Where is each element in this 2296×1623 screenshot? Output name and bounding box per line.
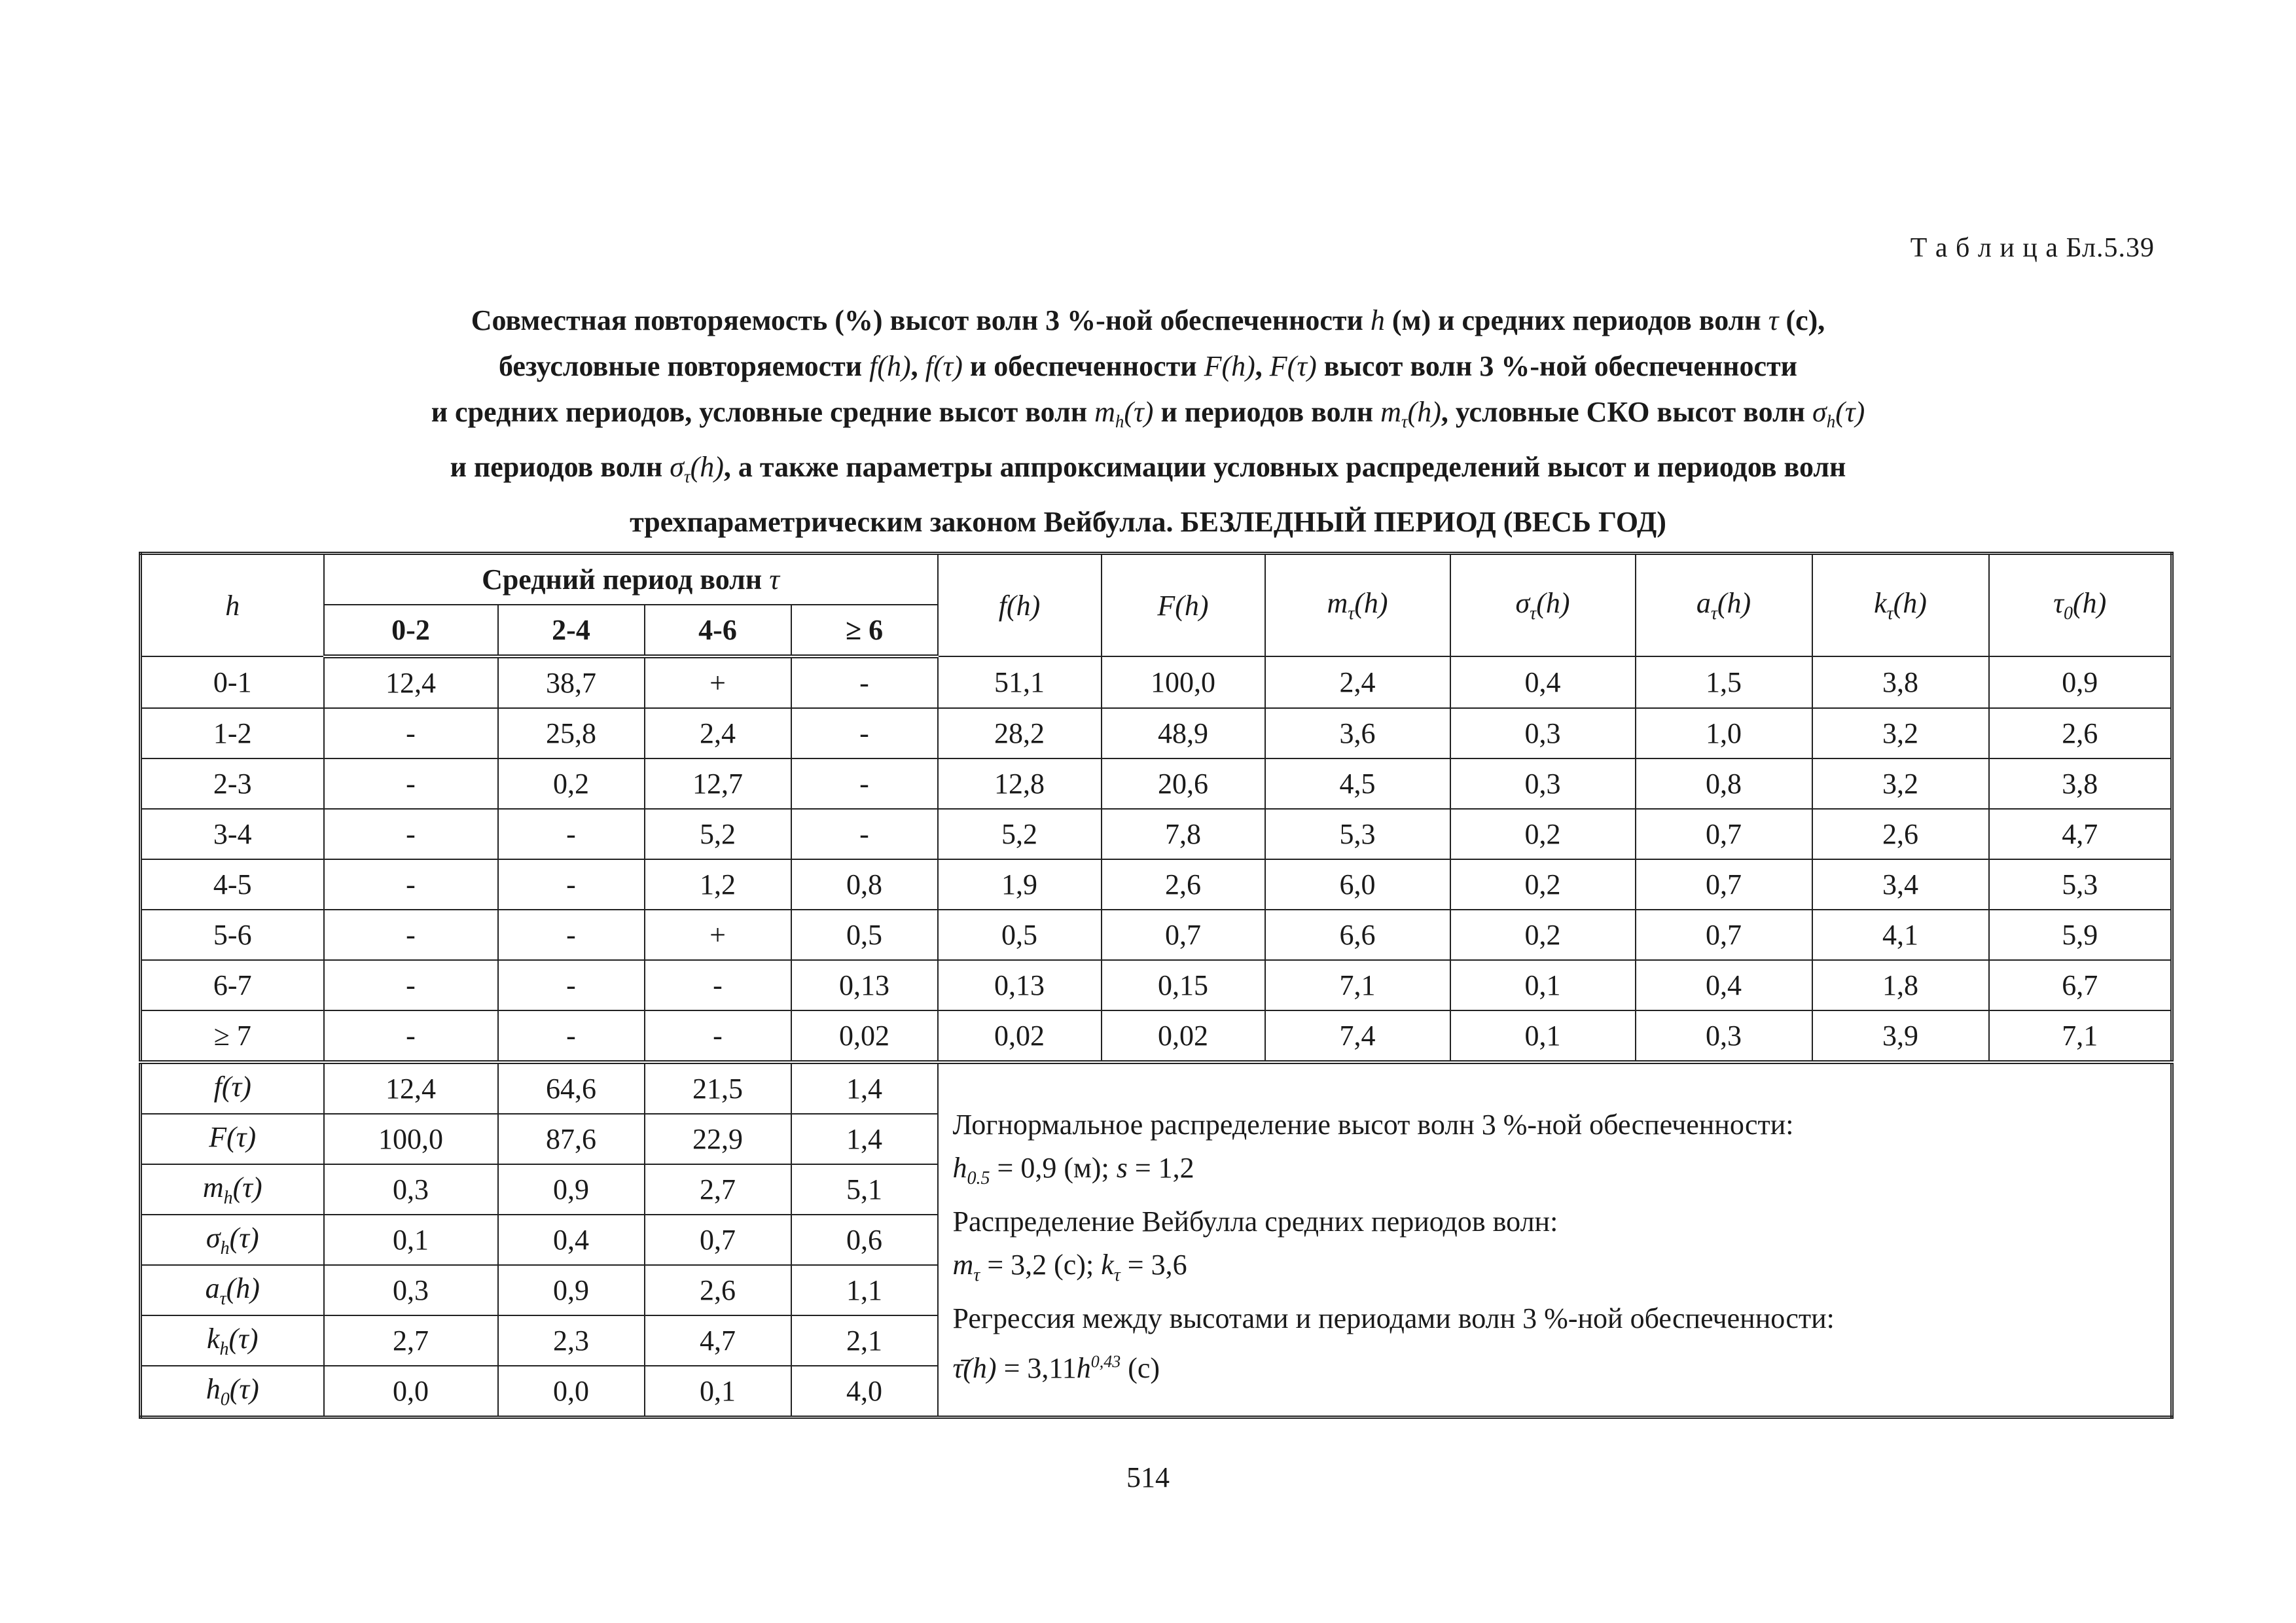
summary-cell: 5,1 <box>791 1164 938 1215</box>
header-symbol: F(h) <box>1157 589 1209 622</box>
table-cell: 0,8 <box>791 859 938 910</box>
table-cell: - <box>791 656 938 708</box>
note-line: Распределение Вейбулла средних периодов волн: <box>952 1205 1558 1238</box>
table-cell: 1,5 <box>1636 656 1812 708</box>
table-row <box>141 910 2172 960</box>
table-title <box>141 298 2155 545</box>
table-row <box>141 960 2172 1010</box>
row-header-cell: 4-5 <box>141 859 324 910</box>
summary-cell: 1,1 <box>791 1265 938 1315</box>
table-cell: 0,3 <box>1636 1010 1812 1062</box>
note-text: (с) <box>1121 1352 1160 1384</box>
title-subscript: h <box>1115 412 1124 431</box>
summary-cell: 0,0 <box>498 1366 645 1418</box>
table-cell: - <box>324 758 498 809</box>
summary-subscript: 0 <box>220 1389 230 1410</box>
data-table <box>139 552 2174 1419</box>
header-symbol: m <box>1327 587 1348 619</box>
title-text: , условные СКО высот волн <box>1441 396 1813 428</box>
header-symbol: σ <box>1515 587 1530 619</box>
note-text: = 3,6 <box>1120 1249 1187 1281</box>
summary-symbol: a <box>205 1272 220 1304</box>
header-symbol: a <box>1696 587 1711 619</box>
title-symbol: F(h) <box>1204 350 1255 382</box>
summary-cell: 21,5 <box>645 1062 791 1114</box>
table-cell: 0,8 <box>1636 758 1812 809</box>
header-arg: (h) <box>2072 587 2107 619</box>
header-h: h <box>141 554 324 657</box>
header-tau-symbol: τ <box>769 563 780 596</box>
table-cell: 0,5 <box>791 910 938 960</box>
note-symbol: (h) <box>963 1352 997 1384</box>
table-cell: 2,4 <box>645 708 791 758</box>
table-cell: 4,1 <box>1812 910 1989 960</box>
summary-cell: 1,4 <box>791 1062 938 1114</box>
summary-cell: 2,6 <box>645 1265 791 1315</box>
table-cell: 1,0 <box>1636 708 1812 758</box>
header-right-col <box>1812 554 1989 657</box>
table-cell: 12,7 <box>645 758 791 809</box>
table-bottom-body <box>141 1062 2172 1418</box>
header-symbol: f(h) <box>998 589 1041 622</box>
summary-symbol: F <box>209 1120 227 1153</box>
table-cell: 5,9 <box>1989 910 2172 960</box>
table-body <box>141 656 2172 1062</box>
header-subscript: τ <box>1886 603 1893 624</box>
row-header-cell: ≥ 7 <box>141 1010 324 1062</box>
table-label: Т а б л и ц а Бл.5.39 <box>1910 233 2155 263</box>
title-text: (с), <box>1778 304 1825 336</box>
summary-cell: 0,1 <box>645 1366 791 1418</box>
title-text: и периодов волн <box>450 451 670 483</box>
table-cell: 7,1 <box>1989 1010 2172 1062</box>
table-cell: 1,8 <box>1812 960 1989 1010</box>
header-period-col: 4-6 <box>645 605 791 656</box>
title-symbol: f(h) <box>869 350 911 382</box>
header-period-col: 2-4 <box>498 605 645 656</box>
table-cell: 3,2 <box>1812 758 1989 809</box>
summary-row-label <box>141 1315 324 1366</box>
title-subscript: τ <box>683 467 691 486</box>
table-cell: 2,6 <box>1102 859 1265 910</box>
note-line: Логнормальное распределение высот волн 3 %-ной обеспеченности: <box>952 1109 1794 1141</box>
table-cell: 51,1 <box>938 656 1102 708</box>
title-symbol: σ <box>1812 396 1827 428</box>
table-cell: 5,2 <box>938 809 1102 859</box>
summary-row-label <box>141 1366 324 1418</box>
table-cell: 2,6 <box>1812 809 1989 859</box>
table-cell: - <box>324 708 498 758</box>
table-cell: 3,2 <box>1812 708 1989 758</box>
table-cell: 12,8 <box>938 758 1102 809</box>
table-cell: - <box>324 809 498 859</box>
table-cell: 2,6 <box>1989 708 2172 758</box>
header-right-col <box>1989 554 2172 657</box>
summary-cell: 100,0 <box>324 1114 498 1164</box>
table-cell: 6,0 <box>1265 859 1450 910</box>
table-cell: 3,8 <box>1989 758 2172 809</box>
summary-row-label <box>141 1265 324 1315</box>
table-cell: 6,7 <box>1989 960 2172 1010</box>
summary-cell: 0,9 <box>498 1265 645 1315</box>
note-symbol: k <box>1101 1249 1114 1281</box>
table-cell: 1,2 <box>645 859 791 910</box>
summary-row-label <box>141 1215 324 1265</box>
summary-cell: 64,6 <box>498 1062 645 1114</box>
summary-arg: (τ) <box>226 1120 257 1153</box>
title-symbol: m <box>1094 396 1115 428</box>
note-symbol: m <box>952 1249 974 1281</box>
title-symbol: (h) <box>1407 396 1441 428</box>
summary-subscript: h <box>223 1187 233 1208</box>
summary-cell: 12,4 <box>324 1062 498 1114</box>
note-subscript: τ <box>1113 1265 1121 1285</box>
table-cell: 12,4 <box>324 656 498 708</box>
title-text: , а также параметры аппроксимации условных распределений высот и периодов волн <box>723 451 1846 483</box>
note-superscript: 0,43 <box>1090 1352 1121 1371</box>
header-right-col <box>1102 554 1265 657</box>
table-cell: 5,3 <box>1989 859 2172 910</box>
header-symbol: τ <box>2053 587 2064 619</box>
table-cell: 0,4 <box>1450 656 1636 708</box>
note-text: = 1,2 <box>1127 1152 1194 1184</box>
table-cell: - <box>498 1010 645 1062</box>
table-cell: - <box>645 1010 791 1062</box>
summary-cell: 4,7 <box>645 1315 791 1366</box>
summary-cell: 2,7 <box>645 1164 791 1215</box>
title-text: (м) и средних периодов волн <box>1384 304 1768 336</box>
title-subscript: h <box>1826 412 1836 431</box>
summary-cell: 2,3 <box>498 1315 645 1366</box>
table-cell: 4,5 <box>1265 758 1450 809</box>
title-symbol: τ <box>1768 304 1779 336</box>
header-subscript: τ <box>1530 603 1537 624</box>
table-cell: 38,7 <box>498 656 645 708</box>
header-period-col: 0-2 <box>324 605 498 656</box>
table-cell: 0,1 <box>1450 960 1636 1010</box>
table-cell: 20,6 <box>1102 758 1265 809</box>
note-formula <box>953 1340 2171 1390</box>
summary-cell: 0,6 <box>791 1215 938 1265</box>
header-symbol: k <box>1874 587 1887 619</box>
note-formula <box>953 1243 2171 1297</box>
summary-cell: 0,0 <box>324 1366 498 1418</box>
table-cell: 0,7 <box>1636 809 1812 859</box>
title-symbol: F(τ) <box>1269 350 1317 382</box>
table-cell: 1,9 <box>938 859 1102 910</box>
header-right-col <box>1636 554 1812 657</box>
table-row <box>141 809 2172 859</box>
row-header-cell: 6-7 <box>141 960 324 1010</box>
table-cell: 0,7 <box>1636 910 1812 960</box>
table-cell: 0,4 <box>1636 960 1812 1010</box>
table-cell: + <box>645 656 791 708</box>
summary-symbol: h <box>206 1372 221 1405</box>
table-row <box>141 758 2172 809</box>
header-right-col <box>938 554 1102 657</box>
table-cell: 0,02 <box>791 1010 938 1062</box>
header-right-col <box>1450 554 1636 657</box>
title-line-3 <box>141 389 2155 444</box>
note-symbol: h <box>1076 1352 1091 1384</box>
note-symbol: s <box>1116 1152 1128 1184</box>
header-period-group <box>324 554 938 605</box>
summary-cell: 22,9 <box>645 1114 791 1164</box>
row-header-cell: 3-4 <box>141 809 324 859</box>
table-cell: 0,15 <box>1102 960 1265 1010</box>
note-text: = 0,9 (м); <box>990 1152 1117 1184</box>
table-cell: 0,02 <box>938 1010 1102 1062</box>
header-subscript: 0 <box>2063 603 2073 624</box>
row-header-cell: 1-2 <box>141 708 324 758</box>
summary-symbol: k <box>206 1322 220 1355</box>
table-cell: 0,2 <box>1450 859 1636 910</box>
table-cell: 0,1 <box>1450 1010 1636 1062</box>
table-cell: 7,4 <box>1265 1010 1450 1062</box>
table-cell: 6,6 <box>1265 910 1450 960</box>
title-symbol: h <box>1370 304 1385 336</box>
summary-row-label <box>141 1164 324 1215</box>
title-line-4 <box>141 444 2155 499</box>
summary-subscript: h <box>220 1238 230 1258</box>
note-symbol: h <box>952 1152 967 1184</box>
notes-cell <box>938 1062 2172 1418</box>
note-text: = 3,2 (с); <box>980 1249 1102 1281</box>
summary-cell: 0,9 <box>498 1164 645 1215</box>
table-cell: 0,5 <box>938 910 1102 960</box>
table-cell: 0,13 <box>938 960 1102 1010</box>
table-cell: - <box>498 809 645 859</box>
title-text: , <box>910 350 925 382</box>
table-cell: - <box>324 910 498 960</box>
table-cell: 4,7 <box>1989 809 2172 859</box>
summary-cell: 87,6 <box>498 1114 645 1164</box>
title-text: высот волн 3 %-ной обеспеченности <box>1316 350 1798 382</box>
table-cell: 3,8 <box>1812 656 1989 708</box>
table-cell: - <box>498 960 645 1010</box>
summary-cell: 0,3 <box>324 1164 498 1215</box>
table-cell: 48,9 <box>1102 708 1265 758</box>
header-subscript: τ <box>1710 603 1717 624</box>
table-cell: 0,7 <box>1636 859 1812 910</box>
note-subscript: 0.5 <box>967 1168 990 1188</box>
table-cell: 0,13 <box>791 960 938 1010</box>
title-symbol: f(τ) <box>925 350 963 382</box>
table-cell: 0,3 <box>1450 708 1636 758</box>
summary-cell: 4,0 <box>791 1366 938 1418</box>
row-header-cell: 5-6 <box>141 910 324 960</box>
table-cell: 0,9 <box>1989 656 2172 708</box>
title-symbol: (τ) <box>1835 396 1865 428</box>
table-cell: 100,0 <box>1102 656 1265 708</box>
summary-cell: 1,4 <box>791 1114 938 1164</box>
table-cell: 0,3 <box>1450 758 1636 809</box>
table-cell: - <box>324 960 498 1010</box>
title-text: и периодов волн <box>1153 396 1381 428</box>
summary-subscript: τ <box>219 1288 226 1309</box>
table-cell: - <box>498 910 645 960</box>
table-cell: - <box>791 809 938 859</box>
header-arg: (h) <box>1717 587 1751 619</box>
summary-cell: 2,7 <box>324 1315 498 1366</box>
header-arg: (h) <box>1536 587 1570 619</box>
note-subscript: τ <box>973 1265 980 1285</box>
table-cell: - <box>324 859 498 910</box>
data-table-wrapper <box>139 552 2170 1419</box>
table-cell: 0,7 <box>1102 910 1265 960</box>
title-line-5: трехпараметрическим законом Вейбулла. БЕЗЛЕДНЫЙ ПЕРИОД (ВЕСЬ ГОД) <box>630 506 1666 538</box>
table-cell: 5,2 <box>645 809 791 859</box>
page-number: 514 <box>1126 1461 1170 1493</box>
summary-cell: 0,7 <box>645 1215 791 1265</box>
row-header-cell: 0-1 <box>141 656 324 708</box>
title-line-2 <box>141 344 2155 389</box>
header-row-1 <box>141 554 2172 605</box>
table-cell: 3,4 <box>1812 859 1989 910</box>
header-period-label: Средний период волн <box>482 563 770 596</box>
table-cell: 3,9 <box>1812 1010 1989 1062</box>
header-right-col <box>1265 554 1450 657</box>
header-period-col: ≥ 6 <box>791 605 938 656</box>
note-text: = 3,11 <box>996 1352 1077 1384</box>
table-cell: 3,6 <box>1265 708 1450 758</box>
summary-row-label <box>141 1114 324 1164</box>
table-cell: 0,02 <box>1102 1010 1265 1062</box>
table-cell: - <box>791 758 938 809</box>
summary-arg: (τ) <box>229 1372 259 1405</box>
title-text: , <box>1255 350 1270 382</box>
table-row <box>141 656 2172 708</box>
note-symbol: τ̄ <box>952 1352 963 1384</box>
table-cell: - <box>324 1010 498 1062</box>
title-subscript: τ <box>1401 412 1408 431</box>
table-cell: 2,4 <box>1265 656 1450 708</box>
title-text: и средних периодов, условные средние высот волн <box>431 396 1095 428</box>
note-line: Регрессия между высотами и периодами волн 3 %-ной обеспеченности: <box>952 1302 1835 1334</box>
table-cell: + <box>645 910 791 960</box>
table-cell: 7,8 <box>1102 809 1265 859</box>
table-cell: 7,1 <box>1265 960 1450 1010</box>
title-line-1 <box>141 298 2155 344</box>
note-formula <box>953 1147 2171 1200</box>
summary-cell: 0,4 <box>498 1215 645 1265</box>
summary-cell: 2,1 <box>791 1315 938 1366</box>
header-arg: (h) <box>1354 587 1388 619</box>
summary-arg: (τ) <box>221 1070 251 1103</box>
table-row <box>141 708 2172 758</box>
summary-symbol: f <box>213 1070 222 1103</box>
header-subscript: τ <box>1348 603 1355 624</box>
table-cell: 28,2 <box>938 708 1102 758</box>
title-symbol: (h) <box>690 451 724 483</box>
summary-arg: (τ) <box>232 1171 262 1204</box>
table-cell: - <box>498 859 645 910</box>
row-header-cell: 2-3 <box>141 758 324 809</box>
summary-cell: 0,1 <box>324 1215 498 1265</box>
summary-arg: (h) <box>226 1272 260 1304</box>
table-row <box>141 859 2172 910</box>
summary-arg: (τ) <box>229 1221 259 1254</box>
summary-subscript: h <box>219 1338 229 1359</box>
table-cell: - <box>645 960 791 1010</box>
table-cell: 0,2 <box>1450 809 1636 859</box>
table-cell: 0,2 <box>1450 910 1636 960</box>
summary-symbol: m <box>202 1171 224 1204</box>
table-cell: 0,2 <box>498 758 645 809</box>
table-cell: 25,8 <box>498 708 645 758</box>
summary-symbol: σ <box>206 1221 221 1254</box>
title-text: Совместная повторяемость (%) высот волн 3 %-ной обеспеченности <box>471 304 1371 336</box>
table-row <box>141 1010 2172 1062</box>
table-cell: - <box>791 708 938 758</box>
table-cell: 5,3 <box>1265 809 1450 859</box>
title-symbol: (τ) <box>1124 396 1154 428</box>
header-arg: (h) <box>1893 587 1927 619</box>
summary-cell: 0,3 <box>324 1265 498 1315</box>
summary-arg: (τ) <box>228 1322 259 1355</box>
title-symbol: m <box>1380 396 1401 428</box>
summary-row <box>141 1062 2172 1114</box>
title-text: и обеспеченности <box>962 350 1204 382</box>
title-symbol: σ <box>670 451 684 483</box>
summary-row-label <box>141 1062 324 1114</box>
title-text: безусловные повторяемости <box>498 350 870 382</box>
